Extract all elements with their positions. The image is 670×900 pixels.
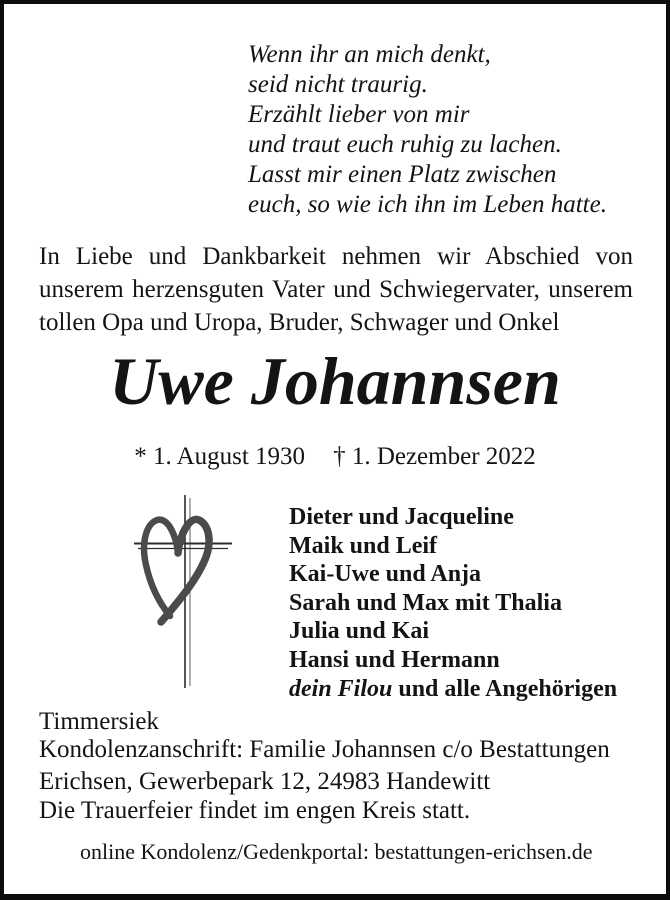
mourner-line: Kai-Uwe und Anja [289,561,482,588]
poem-line: seid nicht traurig. [248,71,428,98]
mourner-line: Hansi und Hermann [289,646,500,673]
mourner-line-rest: und alle Angehörigen [392,675,618,702]
mourner-line: Julia und Kai [289,618,430,645]
poem-line: Lasst mir einen Platz zwischen [248,161,557,188]
mourner-line: Dieter und Jacqueline [289,504,514,530]
condolence-line: Erichsen, Gewerbepark 12, 24983 Handewitt [39,767,491,795]
location: Timmersiek [39,708,159,735]
online-condolence-note: online Kondolenz/Gedenkportal: bestattungen-erichsen.de [80,839,593,864]
condolence-address [39,734,654,797]
mourner-line: Maik und Leif [289,532,438,559]
life-dates [4,442,666,472]
mourner-line [289,675,617,704]
heart-cross-icon [120,490,270,700]
birth-date: * 1. August 1930 [134,443,306,470]
mourners-list [289,503,617,703]
poem-line: Erzählt lieber von mir [248,101,470,128]
memorial-poem [248,40,607,220]
deceased-name: Uwe Johannsen [109,343,561,419]
mourner-line: Sarah und Max mit Thalia [289,589,562,616]
farewell-line: In Liebe und Dankbarkeit nehmen wir Abschied von [39,243,633,270]
poem-line: euch, so wie ich ihn im Leben hatte. [248,191,607,218]
condolence-line: Kondolenzanschrift: Familie Johannsen c/o Bestattungen [39,736,610,763]
death-date: † 1. Dezember 2022 [333,443,536,470]
farewell-text [39,240,633,339]
pet-name: dein Filou [289,675,393,702]
ceremony-note: Die Trauerfeier findet im engen Kreis statt. [39,797,471,824]
poem-line: Wenn ihr an mich denkt, [248,41,491,68]
farewell-line: tollen Opa und Uropa, Bruder, Schwager und Onkel [39,309,560,336]
poem-line: und traut euch ruhig zu lachen. [248,131,562,158]
farewell-line: unserem herzensguten Vater und Schwiegervater, unserem [39,276,633,303]
